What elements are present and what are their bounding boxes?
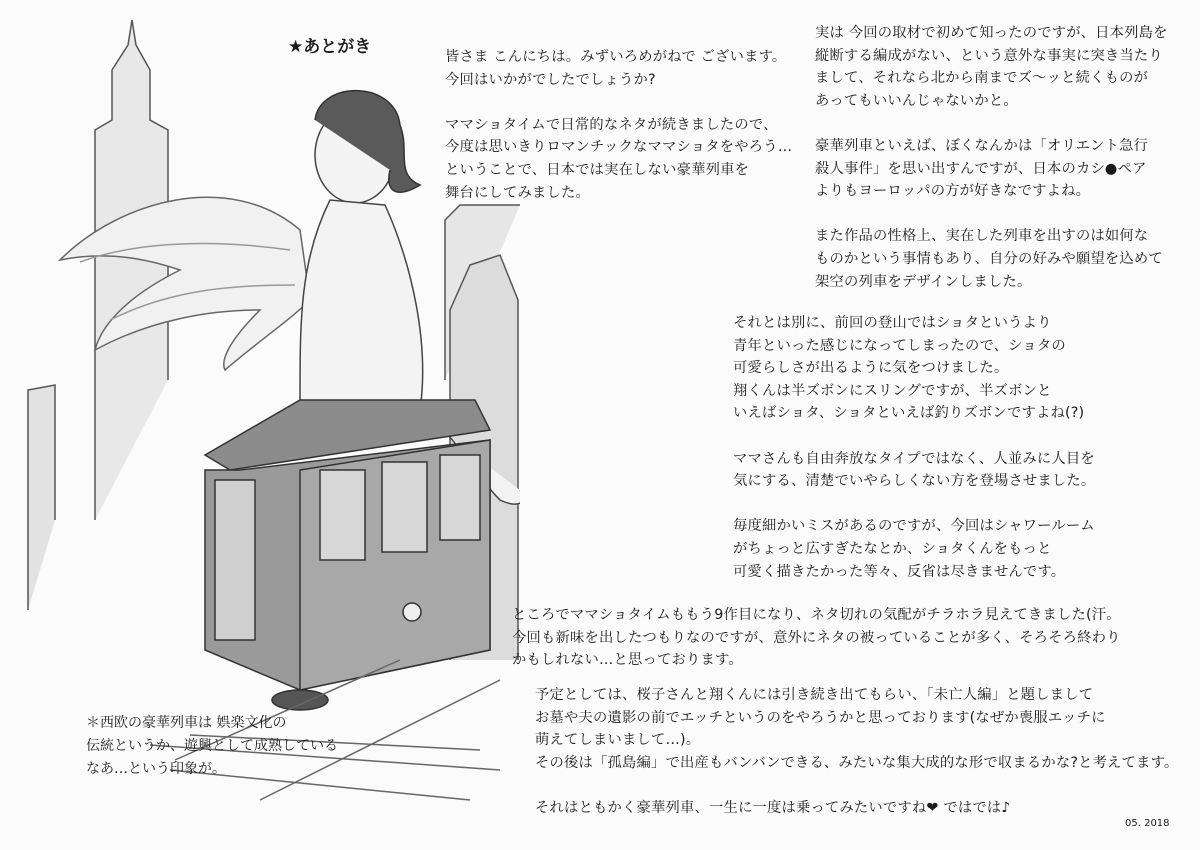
text-block-intro: 皆さま こんにちは。みずいろめがねで ございます。 今回はいかがでしたでしょうか? ママショタイムで日常的なネタが続きましたので、 今度は思いきりロマンチックなママショタをやろう… ということで、日本では実在しない豪華列車を 舞台にしてみました。 bbox=[445, 49, 793, 201]
footnote: ＊西欧の豪華列車は 娯楽文化の 伝統というか、遊興として成熟している なあ…という印象が。 bbox=[86, 715, 338, 777]
text-block-train-fact: 実は 今回の取材で初めて知ったのですが、日本列島を 縦断する編成がない、という意外な事実に突き当たり まして、それなら北から南までズ〜ッと続くものが あってもいいんじゃないかと。 豪華列車といえば、ぼくなんかは「オリエント急行 殺人事件」を思い出すんですが、日本のカシ●ペア よりもヨーロッパの方が好きなですよね。 また作品の性格上、実在した列車を出すのは如何な ものかという事情もあり、自分の好みや願望を込めて 架空の列車をデザインしました。 bbox=[815, 25, 1168, 290]
skyscraper-left bbox=[95, 20, 168, 520]
text-block-shota: それとは別に、前回の登山ではショタというより 青年といった感じになってしまったので、ショタの 可愛らしさが出るように気をつけました。 翔くんは半ズボンにスリングですが、半ズボンと いえばショタ、ショタといえば釣りズボンですよね(?) ママさんも自由奔放なタイプではなく、人並みに人目を 気にする、清楚でいやらしくない方を登場させました。 毎度細かいミスがあるのですが、今回はシャワールーム がちょっと広すぎたなとか、ショタくんをもっと 可愛く描きたかった等々、反省は尽きませんです。 bbox=[733, 315, 1096, 580]
tram-headlight bbox=[403, 603, 421, 621]
date-stamp: 05. 2018 bbox=[1125, 818, 1170, 829]
text-block-plan: 予定としては、桜子さんと翔くんには引き続き出てもらい、「未亡人編」と題しまして お墓や夫の遺影の前でエッチというのをやろうかと思っております(なぜか喪服エッチに 萌えてしまいまして…)。 その後は「孤島編」で出産もバンバンできる、みたいな集大成的な形で収まるかな?と考えてます。 それはともかく豪華列車、一生に一度は乗ってみたいですね❤ ではでは♪ bbox=[535, 687, 1179, 816]
angel-body bbox=[300, 200, 423, 410]
text-block-series: ところでママショタイムももう9作目になり、ネタ切れの気配がチラホラ見えてきました(汗。 今回も新味を出したつもりなのですが、意外にネタの被っていることが多く、そろそろ終わり かもしれない…と思っております。 bbox=[512, 607, 1121, 669]
page-title: ★あとがき bbox=[288, 37, 372, 57]
building-left bbox=[28, 385, 55, 610]
